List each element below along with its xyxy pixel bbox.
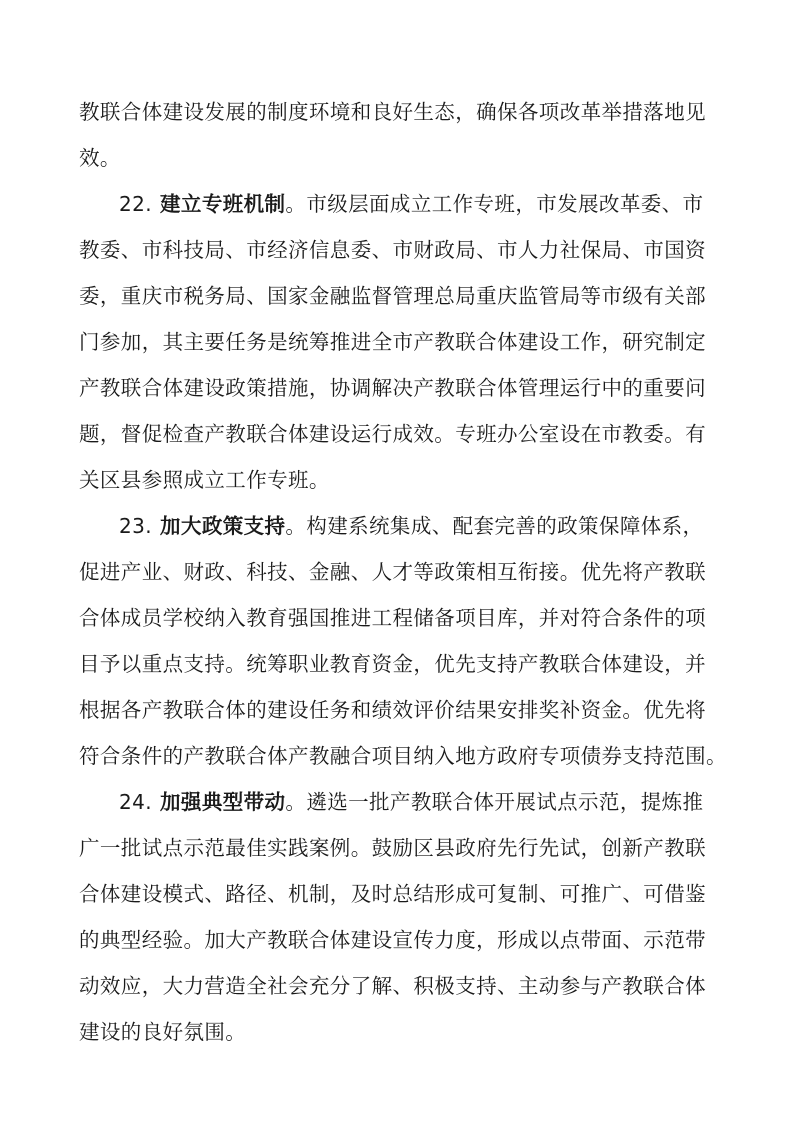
section-22-line-4 — [0, 365, 793, 411]
section-23-line-3 — [0, 641, 793, 687]
section-22-line-2 — [0, 273, 793, 319]
section-24-text-1: 广一批试点示范最佳实践案例。鼓励区县政府先行先试，创新产教联 — [79, 836, 706, 860]
section-24-line-5 — [0, 1009, 793, 1055]
section-23-number: 23. — [119, 514, 153, 538]
section-22-line-5 — [0, 411, 793, 457]
section-23-line-5 — [0, 733, 793, 779]
section-24-line-3 — [0, 917, 793, 963]
section-22-text-4: 产教联合体建设政策措施，协调解决产教联合体管理运行中的重要问 — [79, 376, 706, 400]
section-24-text-5: 建设的良好氛围。 — [79, 1020, 247, 1044]
section-23-line-1 — [0, 549, 793, 595]
section-24-text-0: 。遴选一批产教联合体开展试点示范，提炼推 — [285, 790, 704, 814]
section-23-text-5: 符合条件的产教联合体产教融合项目纳入地方政府专项债券支持范围。 — [79, 744, 727, 768]
section-24-number: 24. — [119, 790, 153, 814]
intro-text-2: 效。 — [79, 146, 121, 170]
section-22-text-1: 教委、市科技局、市经济信息委、市财政局、市人力社保局、市国资 — [79, 238, 706, 262]
section-22-heading: 建立专班机制 — [160, 192, 286, 216]
intro-line-1 — [0, 89, 793, 135]
section-23-text-2: 合体成员学校纳入教育强国推进工程储备项目库，并对符合条件的项 — [79, 606, 706, 630]
section-22-number: 22. — [119, 192, 153, 216]
section-24-heading: 加强典型带动 — [160, 790, 286, 814]
section-24-text-3: 的典型经验。加大产教联合体建设宣传力度，形成以点带面、示范带 — [79, 928, 706, 952]
section-22-text-3: 门参加，其主要任务是统筹推进全市产教联合体建设工作，研究制定 — [79, 330, 706, 354]
section-22-text-5: 题，督促检查产教联合体建设运行成效。专班办公室设在市教委。有 — [79, 422, 706, 446]
section-24-first-line — [0, 779, 793, 825]
section-22-first-line — [0, 181, 793, 227]
section-24-line-2 — [0, 871, 793, 917]
section-22-line-6 — [0, 457, 793, 503]
section-24-text-2: 合体建设模式、路径、机制，及时总结形成可复制、可推广、可借鉴 — [79, 882, 706, 906]
section-23-text-3: 目予以重点支持。统筹职业教育资金，优先支持产教联合体建设，并 — [79, 652, 706, 676]
intro-line-2 — [0, 135, 793, 181]
section-23-text-1: 促进产业、财政、科技、金融、人才等政策相互衔接。优先将产教联 — [79, 560, 706, 584]
intro-text-1: 教联合体建设发展的制度环境和良好生态，确保各项改革举措落地见 — [79, 100, 706, 124]
section-23-text-4: 根据各产教联合体的建设任务和绩效评价结果安排奖补资金。优先将 — [79, 698, 706, 722]
section-24-text-4: 动效应，大力营造全社会充分了解、积极支持、主动参与产教联合体 — [79, 974, 706, 998]
section-23-line-2 — [0, 595, 793, 641]
section-23-first-line — [0, 503, 793, 549]
section-23-text-0: 。构建系统集成、配套完善的政策保障体系， — [285, 514, 704, 538]
section-22-text-2: 委，重庆市税务局、国家金融监督管理总局重庆监管局等市级有关部 — [79, 284, 706, 308]
section-23-heading: 加大政策支持 — [160, 514, 286, 538]
section-22-line-3 — [0, 319, 793, 365]
section-22-text-0: 。市级层面成立工作专班，市发展改革委、市 — [285, 192, 704, 216]
section-22-line-1 — [0, 227, 793, 273]
section-24-line-1 — [0, 825, 793, 871]
section-22-text-6: 关区县参照成立工作专班。 — [79, 468, 330, 492]
section-24-line-4 — [0, 963, 793, 1009]
section-23-line-4 — [0, 687, 793, 733]
